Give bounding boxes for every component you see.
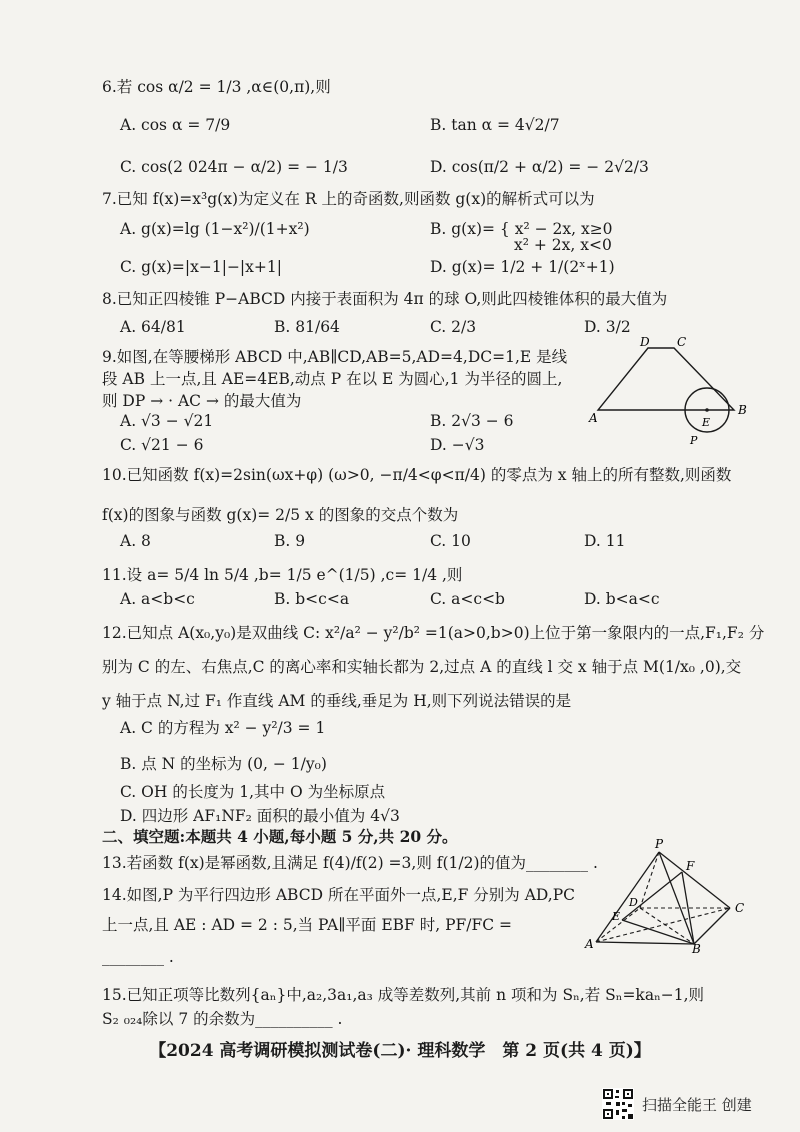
edge-pd [640, 852, 659, 908]
q8-stem: 8.已知正四棱锥 P−ABCD 内接于表面积为 4π 的球 O,则此四棱锥体积的最大值为 [102, 290, 668, 308]
q9-line3: 则 DP → · AC → 的最大值为 [102, 392, 302, 410]
q6-option-a: A. cos α = 7/9 [120, 116, 231, 134]
trapezoid-abcd [598, 348, 734, 410]
q11-option-a: A. a<b<c [120, 590, 195, 608]
q10-options-row [120, 532, 800, 554]
q12-line3: y 轴于点 N,过 F₁ 作直线 AM 的垂线,垂足为 H,则下列说法错误的是 [102, 692, 572, 710]
q8-option-b: B. 81/64 [274, 318, 340, 336]
q6-option-d: D. cos(π/2 + α/2) = − 2√2/3 [430, 158, 649, 176]
label-c: C [735, 901, 745, 915]
q9-option-b: B. 2√3 − 6 [430, 412, 514, 430]
label-e: E [612, 910, 621, 923]
q12-option-d-row [120, 804, 800, 826]
q10-option-d: D. 11 [584, 532, 626, 550]
point-e [705, 408, 709, 412]
q12-option-c-row [120, 780, 800, 802]
trapezoid-figure [588, 336, 778, 448]
q12-line1: 12.已知点 A(x₀,y₀)是双曲线 C: x²/a² − y²/b² =1(a>0,b>0)上位于第一象限内的一点,F₁,F₂ 分 [102, 624, 765, 642]
q10-line2: f(x)的图象与函数 g(x)= 2/5 x 的图象的交点个数为 [102, 506, 459, 524]
q12-option-a: A. C 的方程为 x² − y²/3 = 1 [120, 719, 326, 737]
q6-option-b: B. tan α = 4√2/7 [430, 116, 560, 134]
q9-option-c: C. √21 − 6 [120, 436, 204, 454]
q12-line2: 别为 C 的左、右焦点,C 的离心率和实轴长都为 2,过点 A 的直线 l 交 x 轴于点 M(1/x₀ ,0),交 [102, 658, 742, 676]
q12-option-b-row [120, 752, 800, 774]
q8-option-d: D. 3/2 [584, 318, 631, 336]
q14-line2: 上一点,且 AE : AD = 2 : 5,当 PA∥平面 EBF 时, PF/FC = [102, 916, 513, 934]
q11-option-b: B. b<c<a [274, 590, 350, 608]
q12-option-a-row [120, 716, 800, 738]
label-b: B [692, 942, 701, 954]
edge-bc [694, 908, 730, 944]
q7-option-c: C. g(x)=|x−1|−|x+1| [120, 258, 282, 276]
q10-line1: 10.已知函数 f(x)=2sin(ωx+φ) (ω>0, −π/4<φ<π/4) 的零点为 x 轴上的所有整数,则函数 [102, 466, 732, 484]
q7-option-b-case2: x² + 2x, x<0 [514, 236, 612, 254]
label-p: P [690, 434, 698, 447]
diagonal-db [640, 908, 694, 944]
q9-line1: 9.如图,在等腰梯形 ABCD 中,AB∥CD,AB=5,AD=4,DC=1,E 是线 [102, 348, 568, 366]
qr-code-icon [602, 1088, 634, 1120]
q15-line2: S₂ ₀₂₄除以 7 的余数为__________ . [102, 1010, 343, 1028]
label-a: A [589, 411, 598, 425]
label-d: D [640, 336, 650, 349]
q9-line2: 段 AB 上一点,且 AE=4EB,动点 P 在以 E 为圆心,1 为半径的圆上, [102, 370, 563, 388]
section-fill-in-heading: 二、填空题:本题共 4 小题,每小题 5 分,共 20 分。 [102, 827, 458, 846]
label-d: D [629, 896, 638, 909]
q14-line1: 14.如图,P 为平行四边形 ABCD 所在平面外一点,E,F 分别为 AD,PC [102, 886, 576, 904]
q7-stem: 7.已知 f(x)=x³g(x)为定义在 R 上的奇函数,则函数 g(x)的解析式可以为 [102, 190, 595, 208]
q6-option-c: C. cos(2 024π − α/2) = − 1/3 [120, 158, 348, 176]
q11-option-c: C. a<c<b [430, 590, 505, 608]
q8-option-c: C. 2/3 [430, 318, 477, 336]
q7-options-row2 [120, 258, 800, 280]
page-footer: 【2024 高考调研模拟测试卷(二)· 理科数学 第 2 页(共 4 页)】 [149, 1041, 651, 1061]
edge-ab [596, 942, 694, 944]
q12-option-d: D. 四边形 AF₁NF₂ 面积的最小值为 4√3 [120, 807, 400, 825]
q7-option-b: B. g(x)= { x² − 2x, x≥0 [430, 220, 613, 238]
q13-stem: 13.若函数 f(x)是幂函数,且满足 f(4)/f(2) =3,则 f(1/2)的值为________ . [102, 854, 598, 872]
label-p: P [655, 837, 664, 851]
q14-line3: ________ . [102, 948, 174, 966]
q10-option-b: B. 9 [274, 532, 306, 550]
label-e: E [702, 416, 711, 429]
watermark-text: 扫描全能王 创建 [642, 1096, 752, 1114]
scanner-watermark [602, 1086, 792, 1122]
q6-stem: 6.若 cos α/2 = 1/3 ,α∈(0,π),则 [102, 78, 331, 96]
pyramid-figure [582, 836, 754, 954]
label-b: B [738, 403, 747, 417]
segment-eb [622, 920, 694, 944]
q6-options-row1 [120, 116, 800, 138]
q8-option-a: A. 64/81 [120, 318, 186, 336]
q15-line1: 15.已知正项等比数列{aₙ}中,a₂,3a₁,a₃ 成等差数列,其前 n 项和为 Sₙ,若 Sₙ=kaₙ−1,则 [102, 986, 705, 1004]
q12-option-c: C. OH 的长度为 1,其中 O 为坐标原点 [120, 783, 386, 801]
q10-option-c: C. 10 [430, 532, 471, 550]
label-a: A [585, 937, 594, 951]
q7-option-a: A. g(x)=lg (1−x²)/(1+x²) [120, 220, 310, 238]
label-c: C [677, 336, 687, 349]
q12-option-b: B. 点 N 的坐标为 (0, − 1/y₀) [120, 755, 327, 773]
q11-options-row [120, 590, 800, 612]
q9-option-d: D. −√3 [430, 436, 485, 454]
q7-option-d: D. g(x)= 1/2 + 1/(2ˣ+1) [430, 258, 615, 276]
q10-option-a: A. 8 [120, 532, 151, 550]
q11-option-d: D. b<a<c [584, 590, 660, 608]
q6-options-row2 [120, 158, 800, 180]
q11-stem: 11.设 a= 5/4 ln 5/4 ,b= 1/5 e^(1/5) ,c= 1/4 ,则 [102, 566, 463, 584]
q7-option-b-case2-row [120, 236, 800, 258]
q9-option-a: A. √3 − √21 [120, 412, 214, 430]
label-f: F [686, 859, 695, 873]
